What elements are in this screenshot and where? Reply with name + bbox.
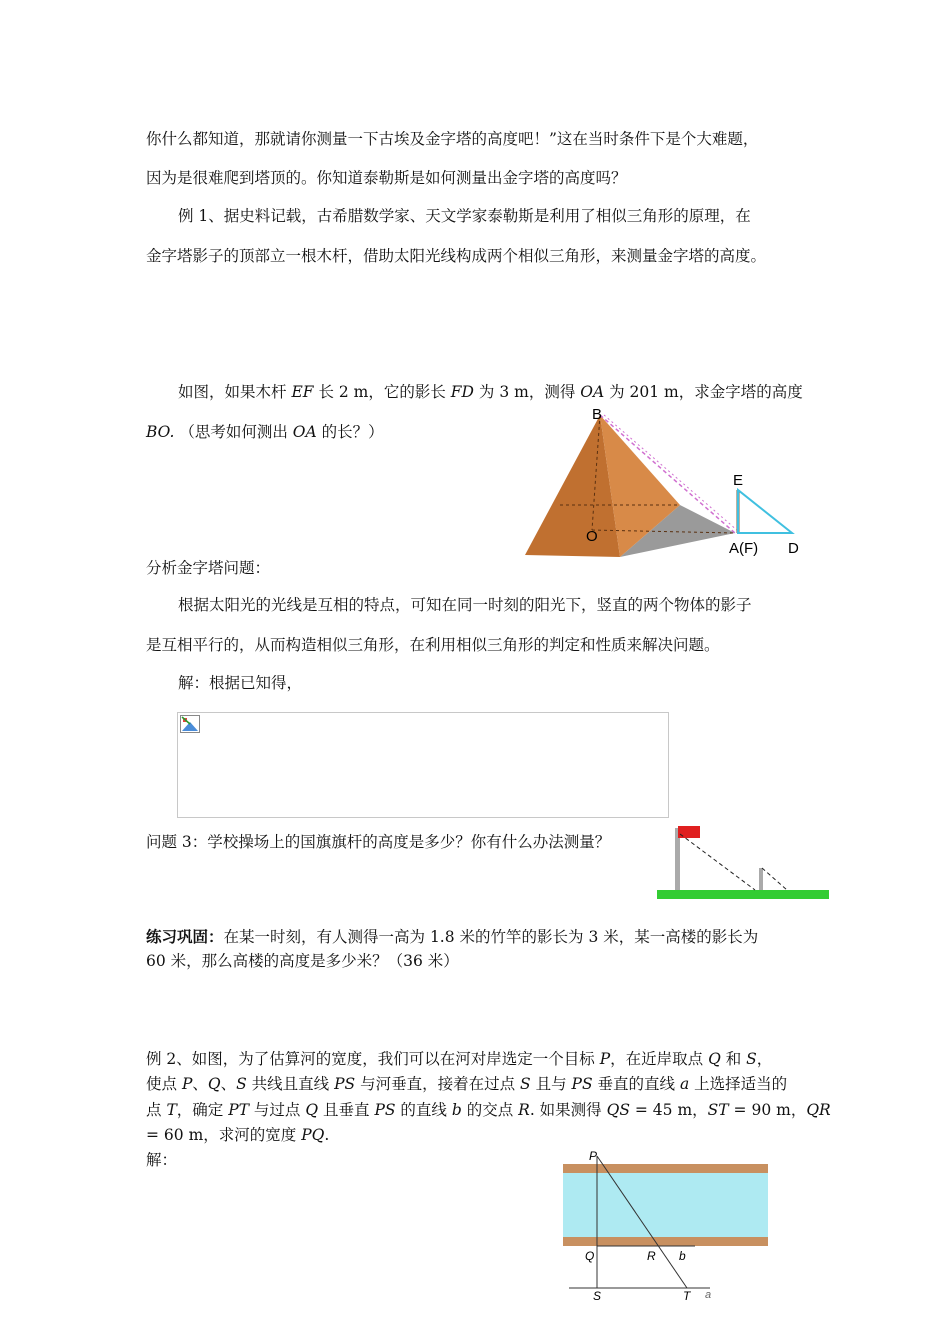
- math: QS: [606, 1101, 630, 1119]
- broken-image-icon: [180, 715, 200, 733]
- text: 且垂直: [318, 1101, 375, 1119]
- math: P: [181, 1075, 193, 1093]
- math: T: [166, 1101, 177, 1119]
- text: 的直线: [395, 1101, 452, 1119]
- paragraph-15: [146, 1074, 787, 1094]
- text: = 60 m，求河的宽度: [146, 1126, 302, 1144]
- ground: [657, 890, 829, 899]
- math: ST: [707, 1101, 729, 1119]
- text: 的交点: [461, 1101, 519, 1119]
- math: PS: [571, 1075, 593, 1093]
- far-bank: [563, 1164, 768, 1173]
- math-s: S: [746, 1050, 757, 1068]
- paragraph-16: [146, 1100, 831, 1120]
- paragraph-2: 因为是很难爬到塔顶的。你知道泰勒斯是如何测量出金字塔的高度吗？: [146, 169, 627, 187]
- river-figure: [555, 1148, 775, 1300]
- math: S: [520, 1075, 531, 1093]
- label-e: E: [733, 472, 744, 489]
- text: = 90 m，: [728, 1101, 807, 1119]
- stick-shadow-triangle: [738, 490, 792, 533]
- math: PT: [228, 1101, 249, 1119]
- label-a: a: [705, 1289, 712, 1300]
- text: 例 2、如图，为了估算河的宽度，我们可以在河对岸选定一个目标: [146, 1050, 600, 1068]
- text: 和: [720, 1050, 747, 1068]
- flagpole-figure: [655, 820, 835, 905]
- paragraph-8: 根据太阳光的光线是互相的特点，可知在同一时刻的阳光下，竖直的两个物体的影子: [178, 596, 752, 614]
- text: 垂直的直线: [592, 1075, 680, 1093]
- text: 与过点: [249, 1101, 306, 1119]
- math: PS: [334, 1075, 356, 1093]
- stick-ray: [762, 868, 787, 890]
- paragraph-7: 分析金字塔问题：: [146, 559, 271, 577]
- image-placeholder: [177, 712, 669, 818]
- paragraph-4: 金字塔影子的顶部立一根木杆，借助太阳光线构成两个相似三角形，来测量金字塔的高度。: [146, 247, 767, 265]
- text: 、: [220, 1075, 237, 1093]
- paragraph-6: [146, 422, 384, 442]
- text: 且与: [530, 1075, 572, 1093]
- label-af: A(F): [729, 540, 759, 557]
- label-p: P: [589, 1149, 598, 1163]
- text: = 45 m，: [629, 1101, 708, 1119]
- text: 如图，如果木杆: [178, 383, 292, 401]
- text: 共线且直线: [246, 1075, 335, 1093]
- paragraph-3: 例 1、据史料记载，古希腊数学家、天文学家泰勒斯是利用了相似三角形的原理，在: [178, 207, 751, 225]
- math: R: [518, 1101, 530, 1119]
- paragraph-13: 60 米，那么高楼的高度是多少米？（36 米）: [146, 952, 459, 970]
- text: .: [324, 1126, 330, 1144]
- math: Q: [207, 1075, 221, 1093]
- text: 点: [146, 1101, 167, 1119]
- label-q: Q: [585, 1249, 595, 1263]
- flag-ray: [680, 834, 755, 890]
- paragraph-17: [146, 1125, 329, 1145]
- math: a: [679, 1075, 690, 1093]
- text: （思考如何测出: [174, 423, 293, 441]
- text: 的长？）: [316, 423, 384, 441]
- near-bank: [563, 1237, 768, 1246]
- math-q: Q: [708, 1050, 721, 1068]
- math-pq: PQ: [301, 1126, 325, 1144]
- math-fd: FD: [450, 383, 474, 401]
- math-ef: EF: [291, 383, 314, 401]
- paragraph-11: 问题 3：学校操场上的国旗旗杆的高度是多少？你有什么办法测量？: [146, 833, 611, 851]
- stick: [759, 868, 763, 890]
- label-o: O: [586, 528, 598, 545]
- river-water: [563, 1173, 768, 1237]
- text: ，确定: [176, 1101, 229, 1119]
- math-oa: OA: [292, 423, 317, 441]
- text: ，在近岸取点: [610, 1050, 709, 1068]
- math: b: [451, 1101, 462, 1119]
- text: . 如果测得: [529, 1101, 607, 1119]
- paragraph-10: 解：根据已知得，: [178, 674, 303, 692]
- pyramid-figure: [520, 405, 820, 560]
- math: QR: [806, 1101, 831, 1119]
- math-bo: BO.: [146, 423, 175, 441]
- label-b: b: [679, 1249, 686, 1263]
- label-s: S: [593, 1289, 602, 1300]
- paragraph-1: 你什么都知道，那就请你测量一下古埃及金字塔的高度吧！”这在当时条件下是个大难题，: [146, 130, 759, 148]
- text: 使点: [146, 1075, 182, 1093]
- exercise-heading: 练习巩固：: [146, 927, 224, 946]
- math: S: [236, 1075, 247, 1093]
- text: 上选择适当的: [689, 1075, 788, 1093]
- flag: [678, 826, 700, 838]
- math: Q: [305, 1101, 319, 1119]
- text: ，: [756, 1050, 773, 1068]
- paragraph-5: [178, 382, 803, 402]
- text: 与河垂直，接着在过点: [355, 1075, 521, 1093]
- label-b: B: [592, 406, 603, 423]
- text: 长 2 m，它的影长: [313, 383, 451, 401]
- text: 、: [192, 1075, 208, 1093]
- math: PS: [374, 1101, 396, 1119]
- math-oa: OA: [580, 383, 605, 401]
- text: 为 201 m，求金字塔的高度: [604, 383, 803, 401]
- text: 在某一时刻，有人测得一高为 1.8 米的竹竿的影长为 3 米，某一高楼的影长为: [223, 928, 759, 946]
- math-p: P: [599, 1050, 611, 1068]
- text: 为 3 m，测得: [473, 383, 581, 401]
- paragraph-12: [146, 927, 758, 947]
- label-t: T: [683, 1289, 691, 1300]
- label-r: R: [647, 1249, 656, 1263]
- paragraph-14: [146, 1049, 772, 1069]
- paragraph-9: 是互相平行的，从而构造相似三角形，在利用相似三角形的判定和性质来解决问题。: [146, 636, 720, 654]
- label-d: D: [788, 540, 799, 557]
- paragraph-18: 解：: [146, 1151, 178, 1169]
